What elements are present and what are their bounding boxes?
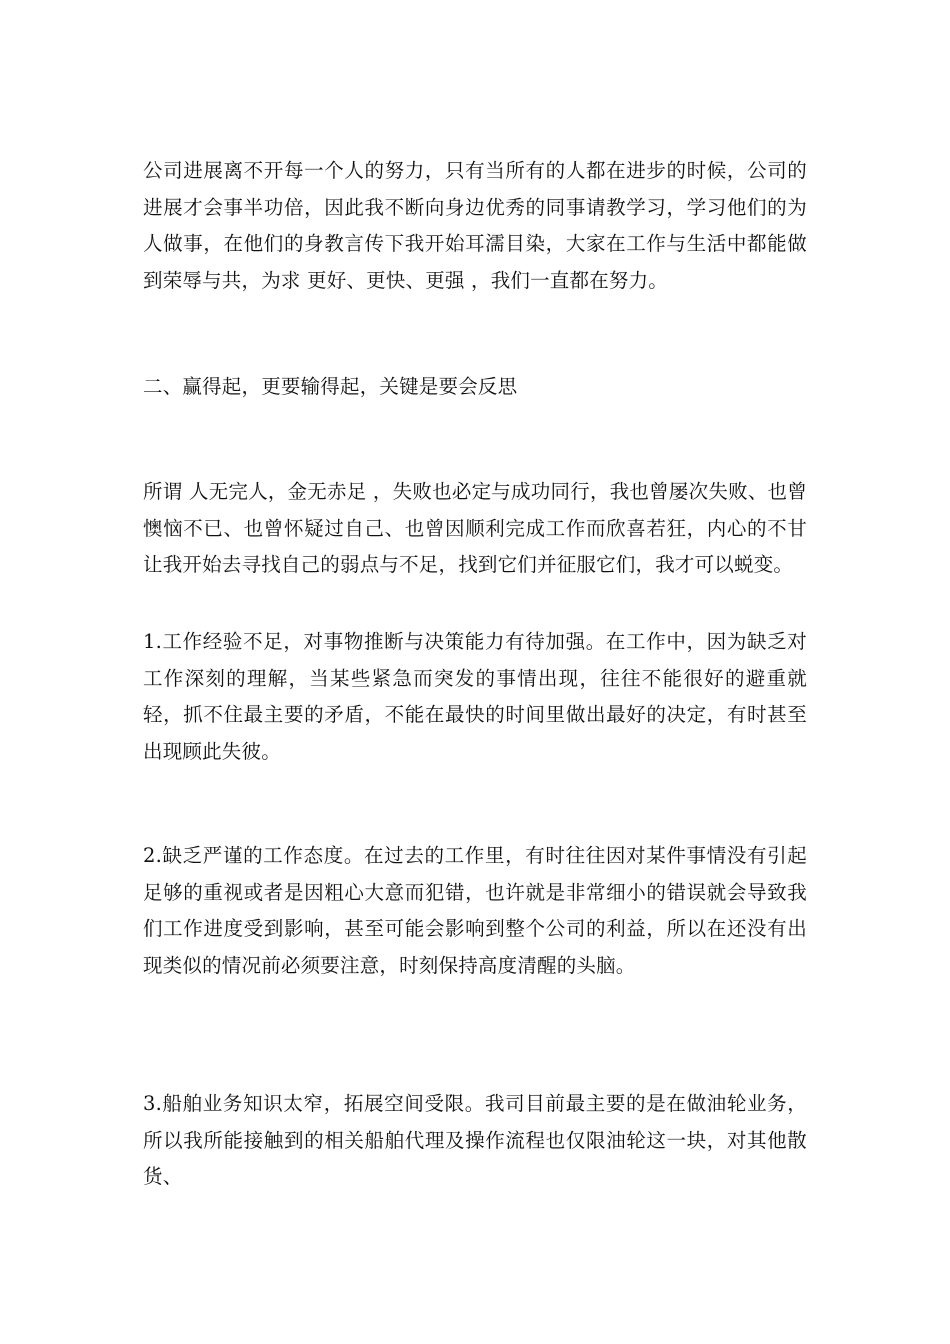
paragraph-point-3-shipping-knowledge: 3.船舶业务知识太窄，拓展空间受限。我司目前最主要的是在做油轮业务，所以我所能接触到的相关船舶代理及操作流程也仅限油轮这一块，对其他散货、 (143, 1092, 807, 1188)
paragraph-company-progress: 公司进展离不开每一个人的努力，只有当所有的人都在进步的时候，公司的进展才会事半功倍，因此我不断向身边优秀的同事请教学习，学习他们的为人做事，在他们的身教言传下我开始耳濡目染，大家在工作与生活中都能做到荣辱与共，为求 更好、更快、更强 ，我们一直都在努力。 (143, 159, 807, 292)
paragraph-nobody-perfect: 所谓 人无完人，金无赤足 ，失败也必定与成功同行，我也曾屡次失败、也曾懊恼不已、也曾怀疑过自己、也曾因顺利完成工作而欣喜若狂，内心的不甘让我开始去寻找自己的弱点与不足，找到它们并征服它们，我才可以蜕变。 (143, 480, 807, 576)
paragraph-point-2-attitude: 2.缺乏严谨的工作态度。在过去的工作里，有时往往因对某件事情没有引起足够的重视或者是因粗心大意而犯错，也许就是非常细小的错误就会导致我们工作进度受到影响，甚至可能会影响到整个公司的利益，所以在还没有出现类似的情况前必须要注意，时刻保持高度清醒的头脑。 (143, 844, 807, 977)
section-heading-reflection: 二、赢得起，更要输得起，关键是要会反思 (143, 375, 518, 398)
paragraph-point-1-experience: 1.工作经验不足，对事物推断与决策能力有待加强。在工作中，因为缺乏对工作深刻的理解，当某些紧急而突发的事情出现，往往不能很好的避重就轻，抓不住最主要的矛盾，不能在最快的时间里做出最好的决定，有时甚至出现顾此失彼。 (143, 630, 807, 763)
